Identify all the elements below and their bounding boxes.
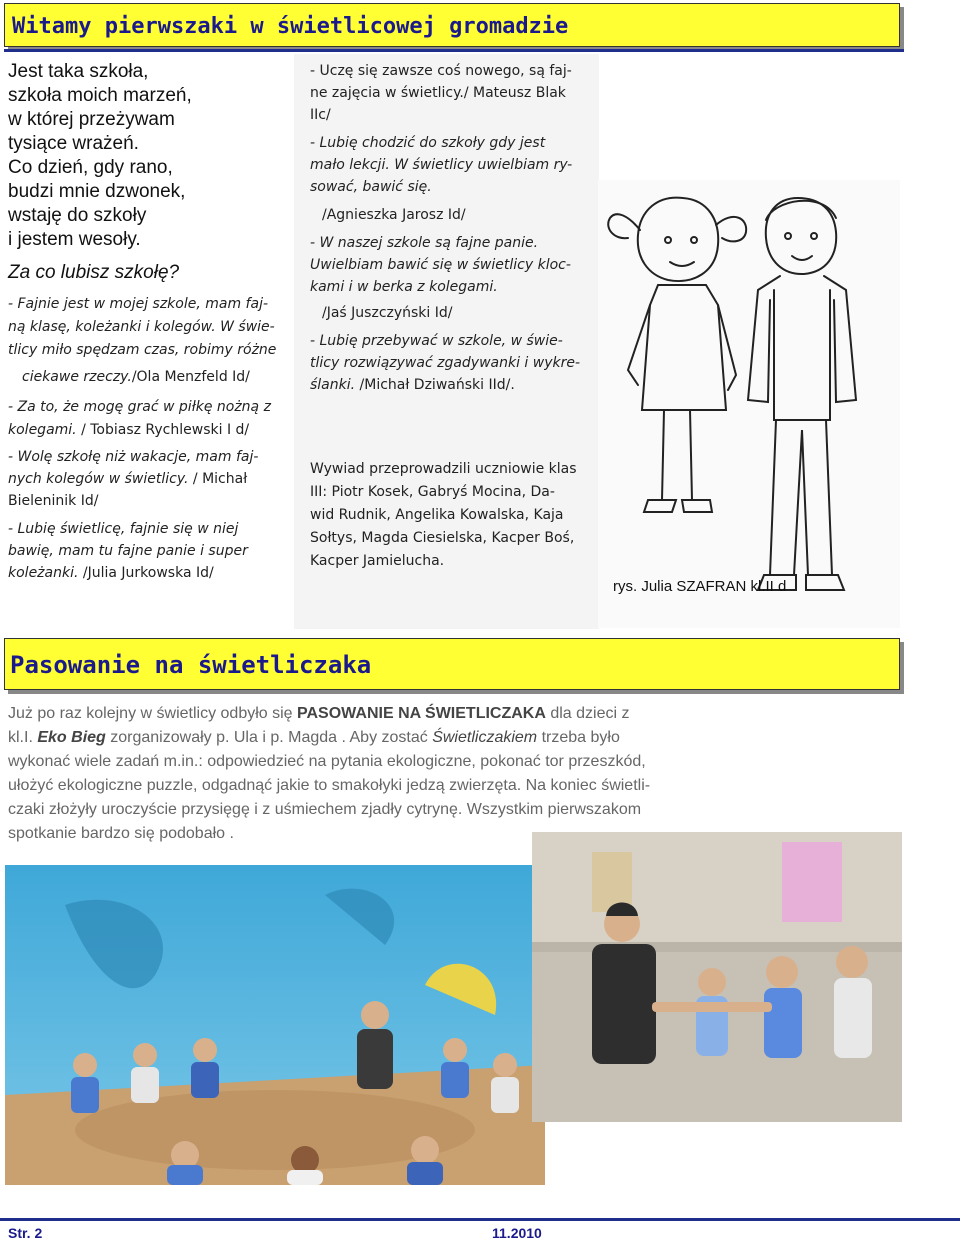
quote-line: - Za to, że mogę grać w piłkę nożną z [8, 399, 271, 415]
interview-credits: Sołtys, Magda Ciesielska, Kacper Boś, [310, 530, 575, 546]
poem-line: Jest taka szkoła, [8, 61, 149, 82]
quote-line: - Fajnie jest w mojej szkole, mam faj- [8, 296, 269, 312]
quote-line: tlicy rozwiązywać zgadywanki i wykre- [310, 355, 581, 371]
article-text: dla dzieci z [545, 705, 630, 722]
photo-classroom-image [5, 865, 545, 1185]
quote-line: ne zajęcia w świetlicy./ Mateusz Blak [310, 85, 566, 101]
poem-line: Co dzień, gdy rano, [8, 157, 173, 178]
poem-line: wstaję do szkoły [8, 205, 147, 226]
article-line: ułożyć ekologiczne puzzle, odgadnąć jakie to smakołyki jedzą zwierzęta. Na koniec świetli- [8, 777, 651, 794]
poem-line: szkoła moich marzeń, [8, 85, 192, 106]
quote-text: ciekawe rzeczy. [22, 369, 132, 385]
quote-author: / Tobiasz Rychlewski I d/ [76, 422, 250, 438]
poem-line: tysiące wrażeń. [8, 133, 139, 154]
article-line: wykonać wiele zadań m.in.: odpowiedzieć na pytania ekologiczne, pokonać tor przeszkód, [8, 753, 646, 770]
photo-classroom [5, 865, 545, 1185]
quote-author: / Michał [188, 471, 248, 487]
quote-author: /Julia Jurkowska Id/ [78, 565, 214, 581]
article-text: kl.I. [8, 729, 38, 746]
quote-text: ślanki. [310, 377, 356, 393]
interview-credits: wid Rudnik, Angelika Kowalska, Kaja [310, 507, 564, 523]
quote-text: koleżanki. [8, 565, 79, 581]
poem-line: i jestem wesoły. [8, 229, 141, 250]
quote-line: mało lekcji. W świetlicy uwielbiam ry- [310, 157, 573, 173]
quote-line: - Uczę się zawsze coś nowego, są faj- [310, 63, 572, 79]
quote-author: /Agnieszka Jarosz Id/ [322, 207, 466, 223]
quote-author: /Ola Menzfeld Id/ [131, 369, 250, 385]
photo-ceremony-image [532, 832, 902, 1122]
quote-line: - Lubię przebywać w szkole, w świe- [310, 333, 563, 349]
article-line: spotkanie bardzo się podobało . [8, 825, 234, 842]
quote-text: nych kolegów w świetlicy. [8, 471, 189, 487]
article-emphasis: Eko Bieg [37, 729, 106, 746]
interview-credits: Wywiad przeprowadzili uczniowie klas [310, 461, 577, 477]
quote-line [310, 374, 515, 396]
quote-author: /Jaś Juszczyński Id/ [322, 305, 453, 321]
section-title: Pasowanie na świetliczaka [10, 651, 372, 679]
quote-line: - W naszej szkole są fajne panie. [310, 235, 539, 251]
quote-line: - Wolę szkołę niż wakacje, mam faj- [8, 449, 259, 465]
article-emphasis: PASOWANIE NA ŚWIETLICZAKA [297, 705, 546, 722]
article-body [8, 702, 768, 846]
article-text: trzeba było [537, 729, 620, 746]
quote-line: ną klasę, koleżanki i kolegów. W świe- [8, 319, 275, 335]
interview-credits: III: Piotr Kosek, Gabryś Mocina, Da- [310, 484, 555, 500]
footer-rule [0, 1218, 960, 1221]
drawing-caption: rys. Julia SZAFRAN kl.II d [613, 578, 787, 595]
header-rule [4, 49, 904, 52]
quote-line [8, 419, 249, 441]
page-title: Witamy pierwszaki w świetlicowej gromadzie [12, 14, 569, 39]
page-number: Str. 2 [8, 1225, 43, 1241]
drawing-figures [598, 180, 900, 628]
quote-line: sować, bawić się. [310, 179, 432, 195]
quote-line: - Lubię świetlicę, fajnie się w niej [8, 521, 239, 537]
quote-line [8, 468, 247, 490]
quote-text: kolegami. [8, 422, 77, 438]
poem-line: w której przeżywam [8, 109, 175, 130]
quote-line: IIc/ [310, 107, 331, 123]
article-line [8, 726, 768, 750]
quote-line [22, 366, 250, 388]
quote-line [8, 562, 214, 584]
quote-line: tlicy miło spędzam czas, robimy różne [8, 342, 277, 358]
article-emphasis: Świetliczakiem [432, 729, 538, 746]
poem-line: budzi mnie dzwonek, [8, 181, 186, 202]
photo-ceremony [532, 832, 902, 1122]
quote-line: - Lubię chodzić do szkoły gdy jest [310, 135, 546, 151]
interview-credits: Kacper Jamielucha. [310, 553, 445, 569]
child-drawing [598, 180, 900, 628]
quote-line: Bieleninik Id/ [8, 493, 99, 509]
article-line: czaki złożyły uroczyście przysięgę i z uśmiechem zjadły cytrynę. Wszystkim pierwszakom [8, 801, 642, 818]
article-line [8, 702, 768, 726]
poem [8, 60, 288, 252]
quote-line: kami i w berka z kolegami. [310, 279, 498, 295]
quote-line: Uwielbiam bawić się w świetlicy kloc- [310, 257, 571, 273]
quote-author: /Michał Dziwański IId/. [355, 377, 515, 393]
question-heading: Za co lubisz szkołę? [8, 262, 180, 283]
issue-date: 11.2010 [492, 1225, 542, 1241]
quote-line: bawię, mam tu fajne panie i super [8, 543, 248, 559]
article-text: zorganizowały p. Ula i p. Magda . Aby zostać [105, 729, 433, 746]
article-text: Już po raz kolejny w świetlicy odbyło się [8, 705, 298, 722]
